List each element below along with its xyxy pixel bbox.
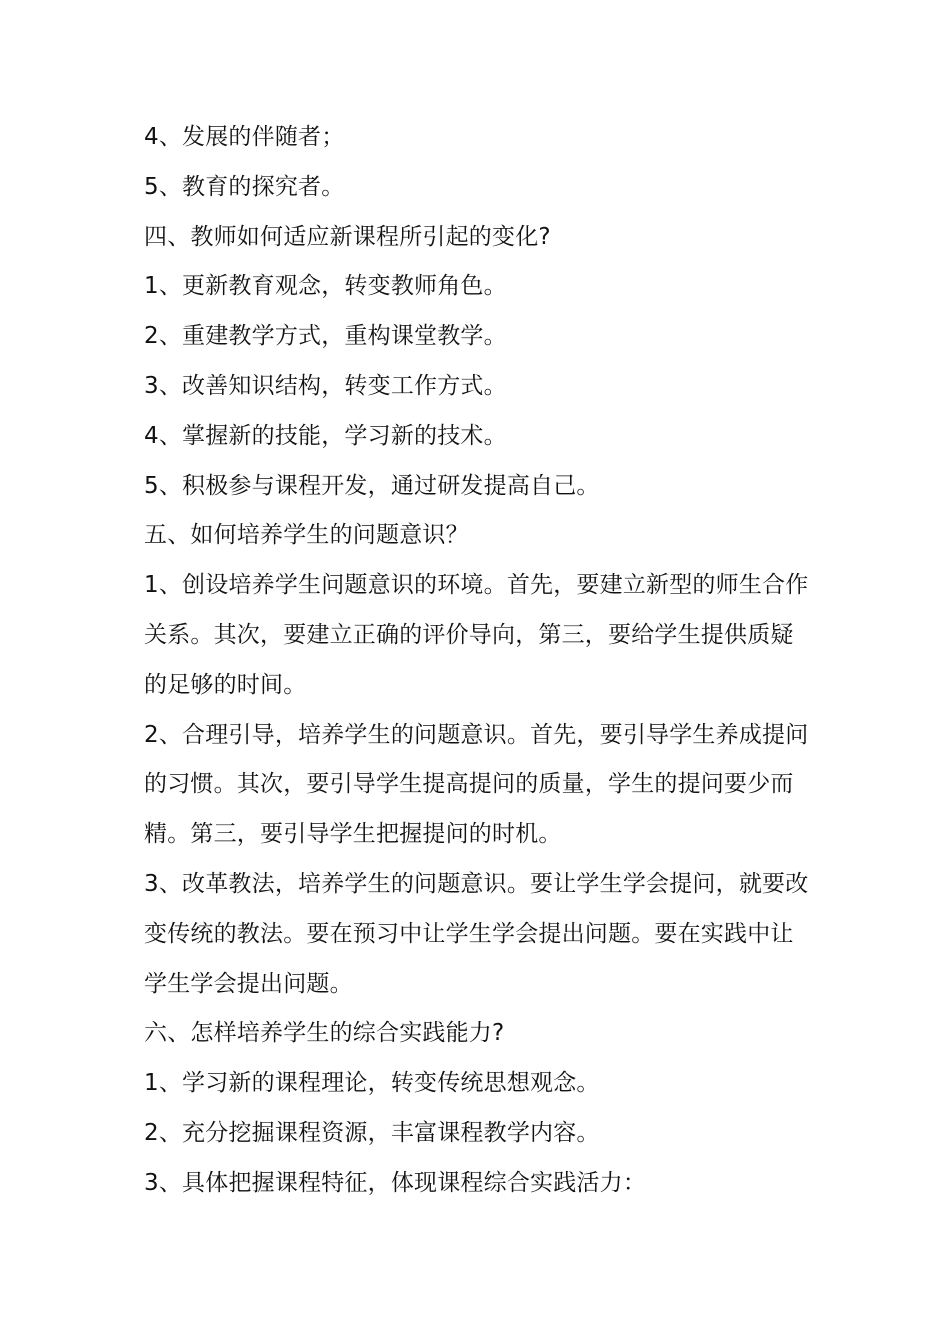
paragraph-3-reform-methods: 3、改革教法，培养学生的问题意识。要让学生学会提问，就要改变传统的教法。要在预习中让学生学会提出问题。要在实践中让学生学会提出问题。 xyxy=(144,870,809,997)
list-item-1-learn-theory: 1、学习新的课程理论，转变传统思想观念。 xyxy=(144,1070,600,1097)
list-item-2-explore-resources: 2、充分挖掘课程资源，丰富课程教学内容。 xyxy=(144,1119,600,1146)
list-item-3-improve-knowledge: 3、改善知识结构，转变工作方式。 xyxy=(144,372,507,399)
paragraph-2-guidance: 2、合理引导，培养学生的问题意识。首先，要引导学生养成提问的习惯。其次，要引导学生提高提问的质量，学生的提问要少而精。第三，要引导学生把握提问的时机。 xyxy=(144,721,809,848)
list-item-4-master-skills: 4、掌握新的技能，学习新的技术。 xyxy=(144,422,507,449)
list-item-3-course-features: 3、具体把握课程特征，体现课程综合实践活力： xyxy=(144,1169,647,1196)
list-item-5-researcher: 5、教育的探究者。 xyxy=(144,173,345,200)
section-heading-5: 五、如何培养学生的问题意识？ xyxy=(144,522,469,549)
paragraph-1-environment: 1、创设培养学生问题意识的环境。首先，要建立新型的师生合作关系。其次，要建立正确的评价导向，第三，要给学生提供质疑的足够的时间。 xyxy=(144,572,809,698)
list-item-4-companion: 4、发展的伴随者； xyxy=(144,124,345,150)
list-item-5-course-development: 5、积极参与课程开发，通过研发提高自己。 xyxy=(144,472,600,499)
section-heading-4: 四、教师如何适应新课程所引起的变化? xyxy=(144,223,551,250)
document-body xyxy=(144,113,809,1209)
list-item-1-update-concepts: 1、更新教育观念，转变教师角色。 xyxy=(144,273,507,300)
list-item-2-rebuild-teaching: 2、重建教学方式，重构课堂教学。 xyxy=(144,323,507,350)
section-heading-6: 六、怎样培养学生的综合实践能力? xyxy=(144,1020,505,1047)
